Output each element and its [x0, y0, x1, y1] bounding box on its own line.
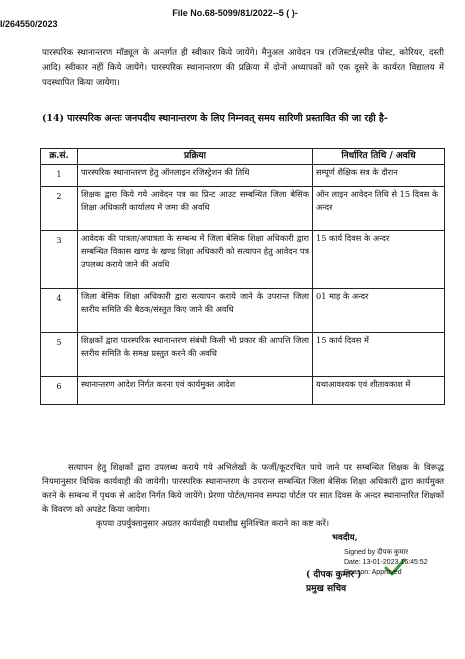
- request-line: कृपया उपर्युक्तानुसार अग्रतर कार्यवाही यथाशीघ्र सुनिश्चित कराने का कष्ट करें।: [96, 518, 330, 528]
- row-sn: 4: [41, 289, 78, 333]
- header-deadline: निर्धारित तिथि / अवधि: [313, 149, 445, 165]
- timeline-table: [40, 148, 445, 405]
- table-row: [41, 377, 445, 405]
- row-sn: 2: [41, 187, 78, 231]
- row-deadline: सम्पूर्ण शैक्षिक सत्र के दौरान: [313, 165, 445, 187]
- closing-paragraph-text: सत्यापन हेतु शिक्षकों द्वारा उपलब्ध कराये गये अभिलेखों के फर्जी/कूटरचित पाये जाने पर सम्बन्धित शिक्षक के विरूद्ध नियमानुसार विधिक कार्यवाही की जायेगी। पारस्परिक स्थानान्तरण के उपरान्त सम्बन्धित जिला बेसिक शिक्षा अधिकारी द्वारा कार्यमुक्त करने के सम्बन्ध में पृथक से आदेश निर्गत किये जायेंगे। प्रेरणा पोर्टल/मानव सम्पदा पोर्टल पर सात दिवस के अन्दर स्थानान्तरित शिक्षकों के विवरण को अपडेट किया जायेगा।: [42, 462, 444, 514]
- file-number: File No.68-5099/81/2022--5 ( )-: [172, 8, 298, 18]
- row-sn: 3: [41, 231, 78, 289]
- row-sn: 5: [41, 333, 78, 377]
- row-deadline: 15 कार्य दिवस में: [313, 333, 445, 377]
- row-process: आवेदक की पात्रता/अपात्रता के सम्बन्ध में जिला बेसिक शिक्षा अधिकारी द्वारा सम्बन्धित विकास खण्ड के खण्ड शिक्षा अधिकारी को सत्यापन हेतु आवेदन पत्र उपलब्ध कराये जाने की अवधि: [78, 231, 313, 289]
- table-row: [41, 165, 445, 187]
- signatory-designation: प्रमुख सचिव: [306, 584, 347, 594]
- row-process: शिक्षक द्वारा किये गये आवेदन पत्र का प्रिन्ट आउट सम्बन्धित जिला बेसिक शिक्षा अधिकारी कार्यालय में जमा की अवधि: [78, 187, 313, 231]
- row-deadline: 15 कार्य दिवस के अन्दर: [313, 231, 445, 289]
- signature-date: Date: 13-01-2023 16:45:52: [344, 559, 428, 566]
- row-deadline: 01 माह के अन्दर: [313, 289, 445, 333]
- row-process: स्थानान्तरण आदेश निर्गत करना एवं कार्यमुक्त आदेश: [78, 377, 313, 405]
- closing-paragraph: [42, 460, 444, 516]
- header-sn: क्र.सं.: [41, 149, 78, 165]
- row-deadline: ऑन लाइन आवेदन तिथि से 15 दिवस के अन्दर: [313, 187, 445, 231]
- table-row: [41, 333, 445, 377]
- signatory-name: ( दीपक कुमार ): [306, 570, 362, 580]
- signed-by: Signed by दीपक कुमार: [344, 549, 409, 556]
- signature-reason: Reason: Approved: [344, 569, 402, 576]
- row-sn: 6: [41, 377, 78, 405]
- row-process: जिला बेसिक शिक्षा अधिकारी द्वारा सत्यापन कराये जाने के उपरान्त जिला स्तरीय समिति की बैठक/संस्तुत किए जाने की अवधि: [78, 289, 313, 333]
- row-deadline: यथाआवश्यक एवं शीतावकाश में: [313, 377, 445, 405]
- table-row: [41, 187, 445, 231]
- row-process: पारस्परिक स्थानान्तरण हेतु ऑनलाइन रजिस्ट्रेशन की तिथि: [78, 165, 313, 187]
- section-title: (14) पारस्परिक अन्तः जनपदीय स्थानान्तरण के लिए निम्नवत् समय सारिणी प्रस्तावित की जा रही है-: [42, 113, 388, 124]
- table-row: [41, 231, 445, 289]
- row-sn: 1: [41, 165, 78, 187]
- header-process: प्रक्रिया: [78, 149, 313, 165]
- row-process: शिक्षकों द्वारा पारस्परिक स्थानान्तरण संबंधी किसी भी प्रकार की आपत्ति जिला स्तरीय समिति के समक्ष प्रस्तुत करने की अवधि: [78, 333, 313, 377]
- table-header-row: [41, 149, 445, 165]
- closing-salutation: भवदीय,: [332, 533, 358, 543]
- intro-paragraph: पारस्परिक स्थानान्तरण मॉड्यूल के अन्तर्गत ही स्वीकार किये जायेंगे। मैनुअल आवेदन पत्र (रजिस्टर्ड/स्पीड पोस्ट, कोरियर, दस्ती आदि) स्वीकार नहीं किये जायेंगे। पारस्परिक स्थानान्तरण की प्रक्रिया में दोनो अध्यापकों को एक दूसरे के कार्यरत विद्यालय में पदस्थापित किया जायेगा।: [42, 48, 444, 88]
- reference-number: I/264550/2023: [0, 19, 58, 29]
- table-row: [41, 289, 445, 333]
